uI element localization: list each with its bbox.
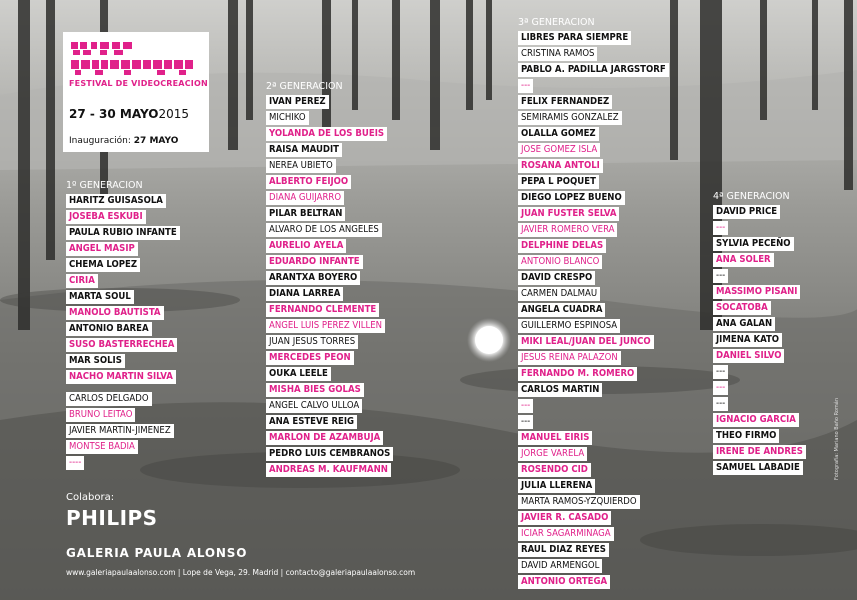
artist-name: SOCATOBA xyxy=(713,301,771,315)
inauguration-line xyxy=(69,136,178,146)
artist-name: MERCEDES PEON xyxy=(266,351,354,365)
artist-name: DELPHINE DELAS xyxy=(518,239,606,253)
artist-name: ANA GALAN xyxy=(713,317,775,331)
artist-name: PABLO A. PADILLA JARGSTORF xyxy=(518,63,669,77)
artist-name: JORGE VARELA xyxy=(518,447,587,461)
artist-name: MARTA SOUL xyxy=(66,290,134,304)
artist-name: SUSO BASTERRECHEA xyxy=(66,338,177,352)
generation-title: 1º GENERACION xyxy=(66,180,143,191)
artist-name: MICHIKO xyxy=(266,111,309,125)
artist-name: DAVID ARMENGOL xyxy=(518,559,602,573)
artist-name: ANA ESTEVE REIG xyxy=(266,415,357,429)
artist-name: ALVARO DE LOS ANGELES xyxy=(266,223,382,237)
artist-name: NACHO MARTIN SILVA xyxy=(66,370,176,384)
artist-name: --- xyxy=(713,269,728,283)
artist-name: ROSANA ANTOLI xyxy=(518,159,603,173)
artist-name: PEDRO LUIS CEMBRANOS xyxy=(266,447,393,461)
artist-name: IVAN PEREZ xyxy=(266,95,329,109)
artist-name: FERNANDO M. ROMERO xyxy=(518,367,637,381)
artist-name: ANGELA CUADRA xyxy=(518,303,605,317)
artist-name: PEPA L POQUET xyxy=(518,175,599,189)
generation-column-1 xyxy=(66,178,180,472)
artist-name: CIRIA xyxy=(66,274,98,288)
artist-name: --- xyxy=(713,221,728,235)
artist-name: FERNANDO CLEMENTE xyxy=(266,303,379,317)
generation-column-2 xyxy=(266,79,393,479)
artist-name: DAVID CRESPO xyxy=(518,271,595,285)
gallery-name: GALERIA PAULA ALONSO xyxy=(66,546,248,560)
artist-name: SAMUEL LABADIE xyxy=(713,461,803,475)
artist-name: CHEMA LOPEZ xyxy=(66,258,140,272)
artist-name: ANA SOLER xyxy=(713,253,774,267)
artist-name: GUILLERMO ESPINOSA xyxy=(518,319,620,333)
artist-name: JAVIER ROMERO VERA xyxy=(518,223,617,237)
festival-dates-year: 2015 xyxy=(158,107,190,121)
festival-info-panel xyxy=(63,32,209,152)
artist-name: --- xyxy=(518,79,533,93)
artist-name: RAISA MAUDIT xyxy=(266,143,342,157)
gallery-contact: www.galeriapaulaalonso.com | Lope de Vega, 29. Madrid | contacto@galeriapaulaalonso.com xyxy=(66,568,416,577)
artist-name: PAULA RUBIO INFANTE xyxy=(66,226,180,240)
sponsor-logo-philips: PHILIPS xyxy=(66,506,158,530)
artist-name: CARLOS MARTIN xyxy=(518,383,602,397)
inauguration-label: Inauguración: xyxy=(69,136,131,146)
artist-name: IRENE DE ANDRES xyxy=(713,445,806,459)
artist-name: JUAN FUSTER SELVA xyxy=(518,207,619,221)
photo-credit: Fotografía: Mariano Baño Román xyxy=(834,398,840,480)
artist-name: JESUS REINA PALAZON xyxy=(518,351,621,365)
festival-subtitle: FESTIVAL DE VIDEOCREACION xyxy=(69,79,208,88)
artist-name: BRUNO LEITAO xyxy=(66,408,135,422)
artist-name: --- xyxy=(713,365,728,379)
artist-name: CARLOS DELGADO xyxy=(66,392,152,406)
festival-logo xyxy=(69,36,203,78)
artist-name: THEO FIRMO xyxy=(713,429,779,443)
artist-name: ANTONIO BLANCO xyxy=(518,255,602,269)
artist-name: ANGEL CALVO ULLOA xyxy=(266,399,362,413)
artist-name: MISHA BIES GOLAS xyxy=(266,383,364,397)
artist-name: ANGEL LUIS PEREZ VILLEN xyxy=(266,319,385,333)
artist-name: DIANA GUIJARRO xyxy=(266,191,344,205)
festival-dates-range: 27 - 30 MAYO xyxy=(69,107,159,121)
artist-name: --- xyxy=(518,415,533,429)
artist-name: DIANA LARREA xyxy=(266,287,343,301)
artist-name: --- xyxy=(713,397,728,411)
artist-name: SYLVIA PECEÑO xyxy=(713,237,794,251)
artist-name: JOSE GOMEZ ISLA xyxy=(518,143,600,157)
artist-name: ICIAR SAGARMINAGA xyxy=(518,527,614,541)
artist-name: MIKI LEAL/JUAN DEL JUNCO xyxy=(518,335,654,349)
artist-name: RAUL DIAZ REYES xyxy=(518,543,609,557)
artist-name: MAR SOLIS xyxy=(66,354,125,368)
artist-name: ROSENDO CID xyxy=(518,463,591,477)
generation-title: 3ª GENERACION xyxy=(518,17,595,28)
artist-name: JIMENA KATO xyxy=(713,333,782,347)
artist-name: DANIEL SILVO xyxy=(713,349,784,363)
artist-name: JOSEBA ESKUBI xyxy=(66,210,146,224)
generation-title: 4ª GENERACION xyxy=(713,191,790,202)
festival-dates xyxy=(69,107,189,121)
artist-name: JULIA LLERENA xyxy=(518,479,595,493)
artist-name: LIBRES PARA SIEMPRE xyxy=(518,31,631,45)
inauguration-date: 27 MAYO xyxy=(133,136,179,146)
artist-name: AURELIO AYELA xyxy=(266,239,346,253)
artist-name: NEREA UBIETO xyxy=(266,159,336,173)
artist-name: OLALLA GOMEZ xyxy=(518,127,599,141)
artist-name: ANDREAS M. KAUFMANN xyxy=(266,463,391,477)
artist-name: FELIX FERNANDEZ xyxy=(518,95,612,109)
artist-name: MANUEL EIRIS xyxy=(518,431,592,445)
generation-column-3 xyxy=(518,15,669,591)
artist-name: OUKA LEELE xyxy=(266,367,331,381)
artist-name: CRISTINA RAMOS xyxy=(518,47,597,61)
artist-name: --- xyxy=(518,399,533,413)
artist-name: MANOLO BAUTISTA xyxy=(66,306,164,320)
artist-name: HARITZ GUISASOLA xyxy=(66,194,166,208)
artist-name: JAVIER R. CASADO xyxy=(518,511,611,525)
artist-name: CARMEN DALMAU xyxy=(518,287,600,301)
artist-name: EDUARDO INFANTE xyxy=(266,255,363,269)
artist-name: ALBERTO FEIJOO xyxy=(266,175,351,189)
artist-name: JAVIER MARTIN-JIMENEZ xyxy=(66,424,174,438)
artist-name: ANGEL MASIP xyxy=(66,242,138,256)
artist-name: --- xyxy=(713,381,728,395)
generation-column-4 xyxy=(713,189,806,477)
artist-name: MARLON DE AZAMBUJA xyxy=(266,431,383,445)
artist-name: MARTA RAMOS-YZQUIERDO xyxy=(518,495,640,509)
artist-name: SEMIRAMIS GONZALEZ xyxy=(518,111,622,125)
artist-name: MASSIMO PISANI xyxy=(713,285,800,299)
artist-name: JUAN JESUS TORRES xyxy=(266,335,358,349)
artist-name: MONTSE BADIA xyxy=(66,440,138,454)
artist-name: DAVID PRICE xyxy=(713,205,780,219)
artist-name: IGNACIO GARCIA xyxy=(713,413,799,427)
generation-title: 2ª GENERACION xyxy=(266,81,343,92)
artist-name: ANTONIO ORTEGA xyxy=(518,575,610,589)
artist-name: ANTONIO BAREA xyxy=(66,322,152,336)
sponsor-label: Colabora: xyxy=(66,492,115,503)
artist-name: PILAR BELTRAN xyxy=(266,207,345,221)
artist-name: ---- xyxy=(66,456,84,470)
artist-name: YOLANDA DE LOS BUEIS xyxy=(266,127,387,141)
artist-name: DIEGO LOPEZ BUENO xyxy=(518,191,625,205)
artist-name: ARANTXA BOYERO xyxy=(266,271,360,285)
